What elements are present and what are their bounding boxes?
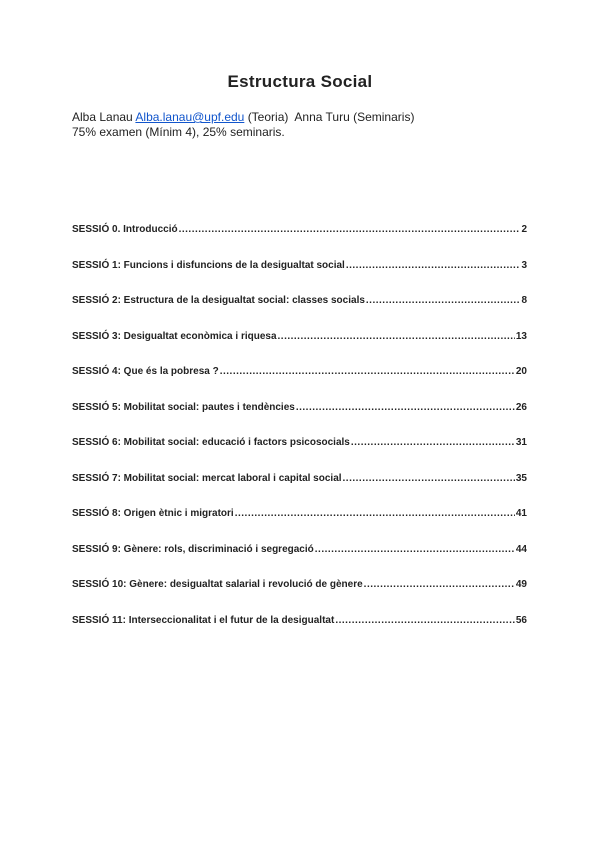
toc-entry-label: SESSIÓ 8: Origen ètnic i migratori	[72, 508, 234, 519]
toc-entry-label: SESSIÓ 0. Introducció	[72, 224, 178, 235]
toc-page-number: 26	[515, 401, 527, 413]
table-of-contents	[72, 224, 527, 650]
teacher-email-link[interactable]: Alba.lanau@upf.edu	[135, 110, 245, 124]
toc-leader	[351, 437, 515, 448]
toc-leader	[364, 579, 515, 590]
toc-page-number: 2	[521, 224, 527, 235]
toc-leader	[346, 260, 521, 271]
toc-entry-label: SESSIÓ 7: Mobilitat social: mercat laboral i capital social	[72, 472, 342, 484]
toc-entry[interactable]	[72, 260, 527, 296]
toc-page-number: 35	[515, 472, 527, 484]
toc-leader	[179, 224, 521, 235]
toc-leader	[366, 295, 521, 306]
toc-entry[interactable]	[72, 402, 527, 438]
toc-entry[interactable]	[72, 437, 527, 473]
toc-page-number: 31	[515, 437, 527, 448]
toc-entry-label: SESSIÓ 1: Funcions i disfuncions de la desigualtat social	[72, 259, 345, 271]
toc-page-number: 41	[515, 508, 527, 519]
toc-entry-label: SESSIÓ 2: Estructura de la desigualtat social: classes socials	[72, 295, 365, 306]
toc-page-number: 49	[515, 579, 527, 590]
toc-entry[interactable]	[72, 544, 527, 580]
document-title: Estructura Social	[227, 72, 373, 91]
toc-page-number: 20	[515, 366, 527, 377]
grading-line: 75% examen (Mínim 4), 25% seminaris.	[72, 125, 285, 139]
toc-leader	[235, 508, 515, 519]
toc-entry[interactable]	[72, 224, 527, 260]
toc-page-number: 8	[521, 295, 527, 306]
toc-entry-label: SESSIÓ 11: Interseccionalitat i el futur de la desigualtat	[72, 614, 335, 626]
toc-entry-label: SESSIÓ 6: Mobilitat social: educació i factors psicosocials	[72, 437, 350, 448]
toc-page-number: 3	[521, 259, 527, 271]
toc-entry[interactable]	[72, 366, 527, 402]
toc-leader	[335, 615, 515, 626]
toc-entry-label: SESSIÓ 10: Gènere: desigualtat salarial i revolució de gènere	[72, 579, 363, 590]
toc-entry-label: SESSIÓ 4: Que és la pobresa ?	[72, 366, 219, 377]
toc-entry-label: SESSIÓ 9: Gènere: rols, discriminació i segregació	[72, 543, 314, 555]
toc-leader	[315, 544, 515, 555]
seminar-teacher: Anna Turu (Seminaris)	[294, 110, 415, 124]
toc-entry[interactable]	[72, 331, 527, 367]
authors-line	[72, 110, 414, 125]
toc-page-number: 13	[515, 330, 527, 342]
teacher-name: Alba Lanau	[72, 110, 133, 124]
toc-leader	[278, 331, 515, 342]
toc-leader	[343, 473, 515, 484]
toc-page-number: 56	[515, 614, 527, 626]
toc-entry-label: SESSIÓ 3: Desigualtat econòmica i riquesa	[72, 330, 277, 342]
toc-entry[interactable]	[72, 615, 527, 651]
toc-entry[interactable]	[72, 473, 527, 509]
toc-leader	[220, 366, 515, 377]
toc-entry[interactable]	[72, 579, 527, 615]
toc-entry[interactable]	[72, 295, 527, 331]
toc-leader	[296, 402, 515, 413]
course-info	[72, 110, 414, 140]
teacher-role: (Teoria)	[247, 110, 289, 124]
toc-page-number: 44	[515, 543, 527, 555]
toc-entry-label: SESSIÓ 5: Mobilitat social: pautes i tendències	[72, 401, 295, 413]
toc-entry[interactable]	[72, 508, 527, 544]
